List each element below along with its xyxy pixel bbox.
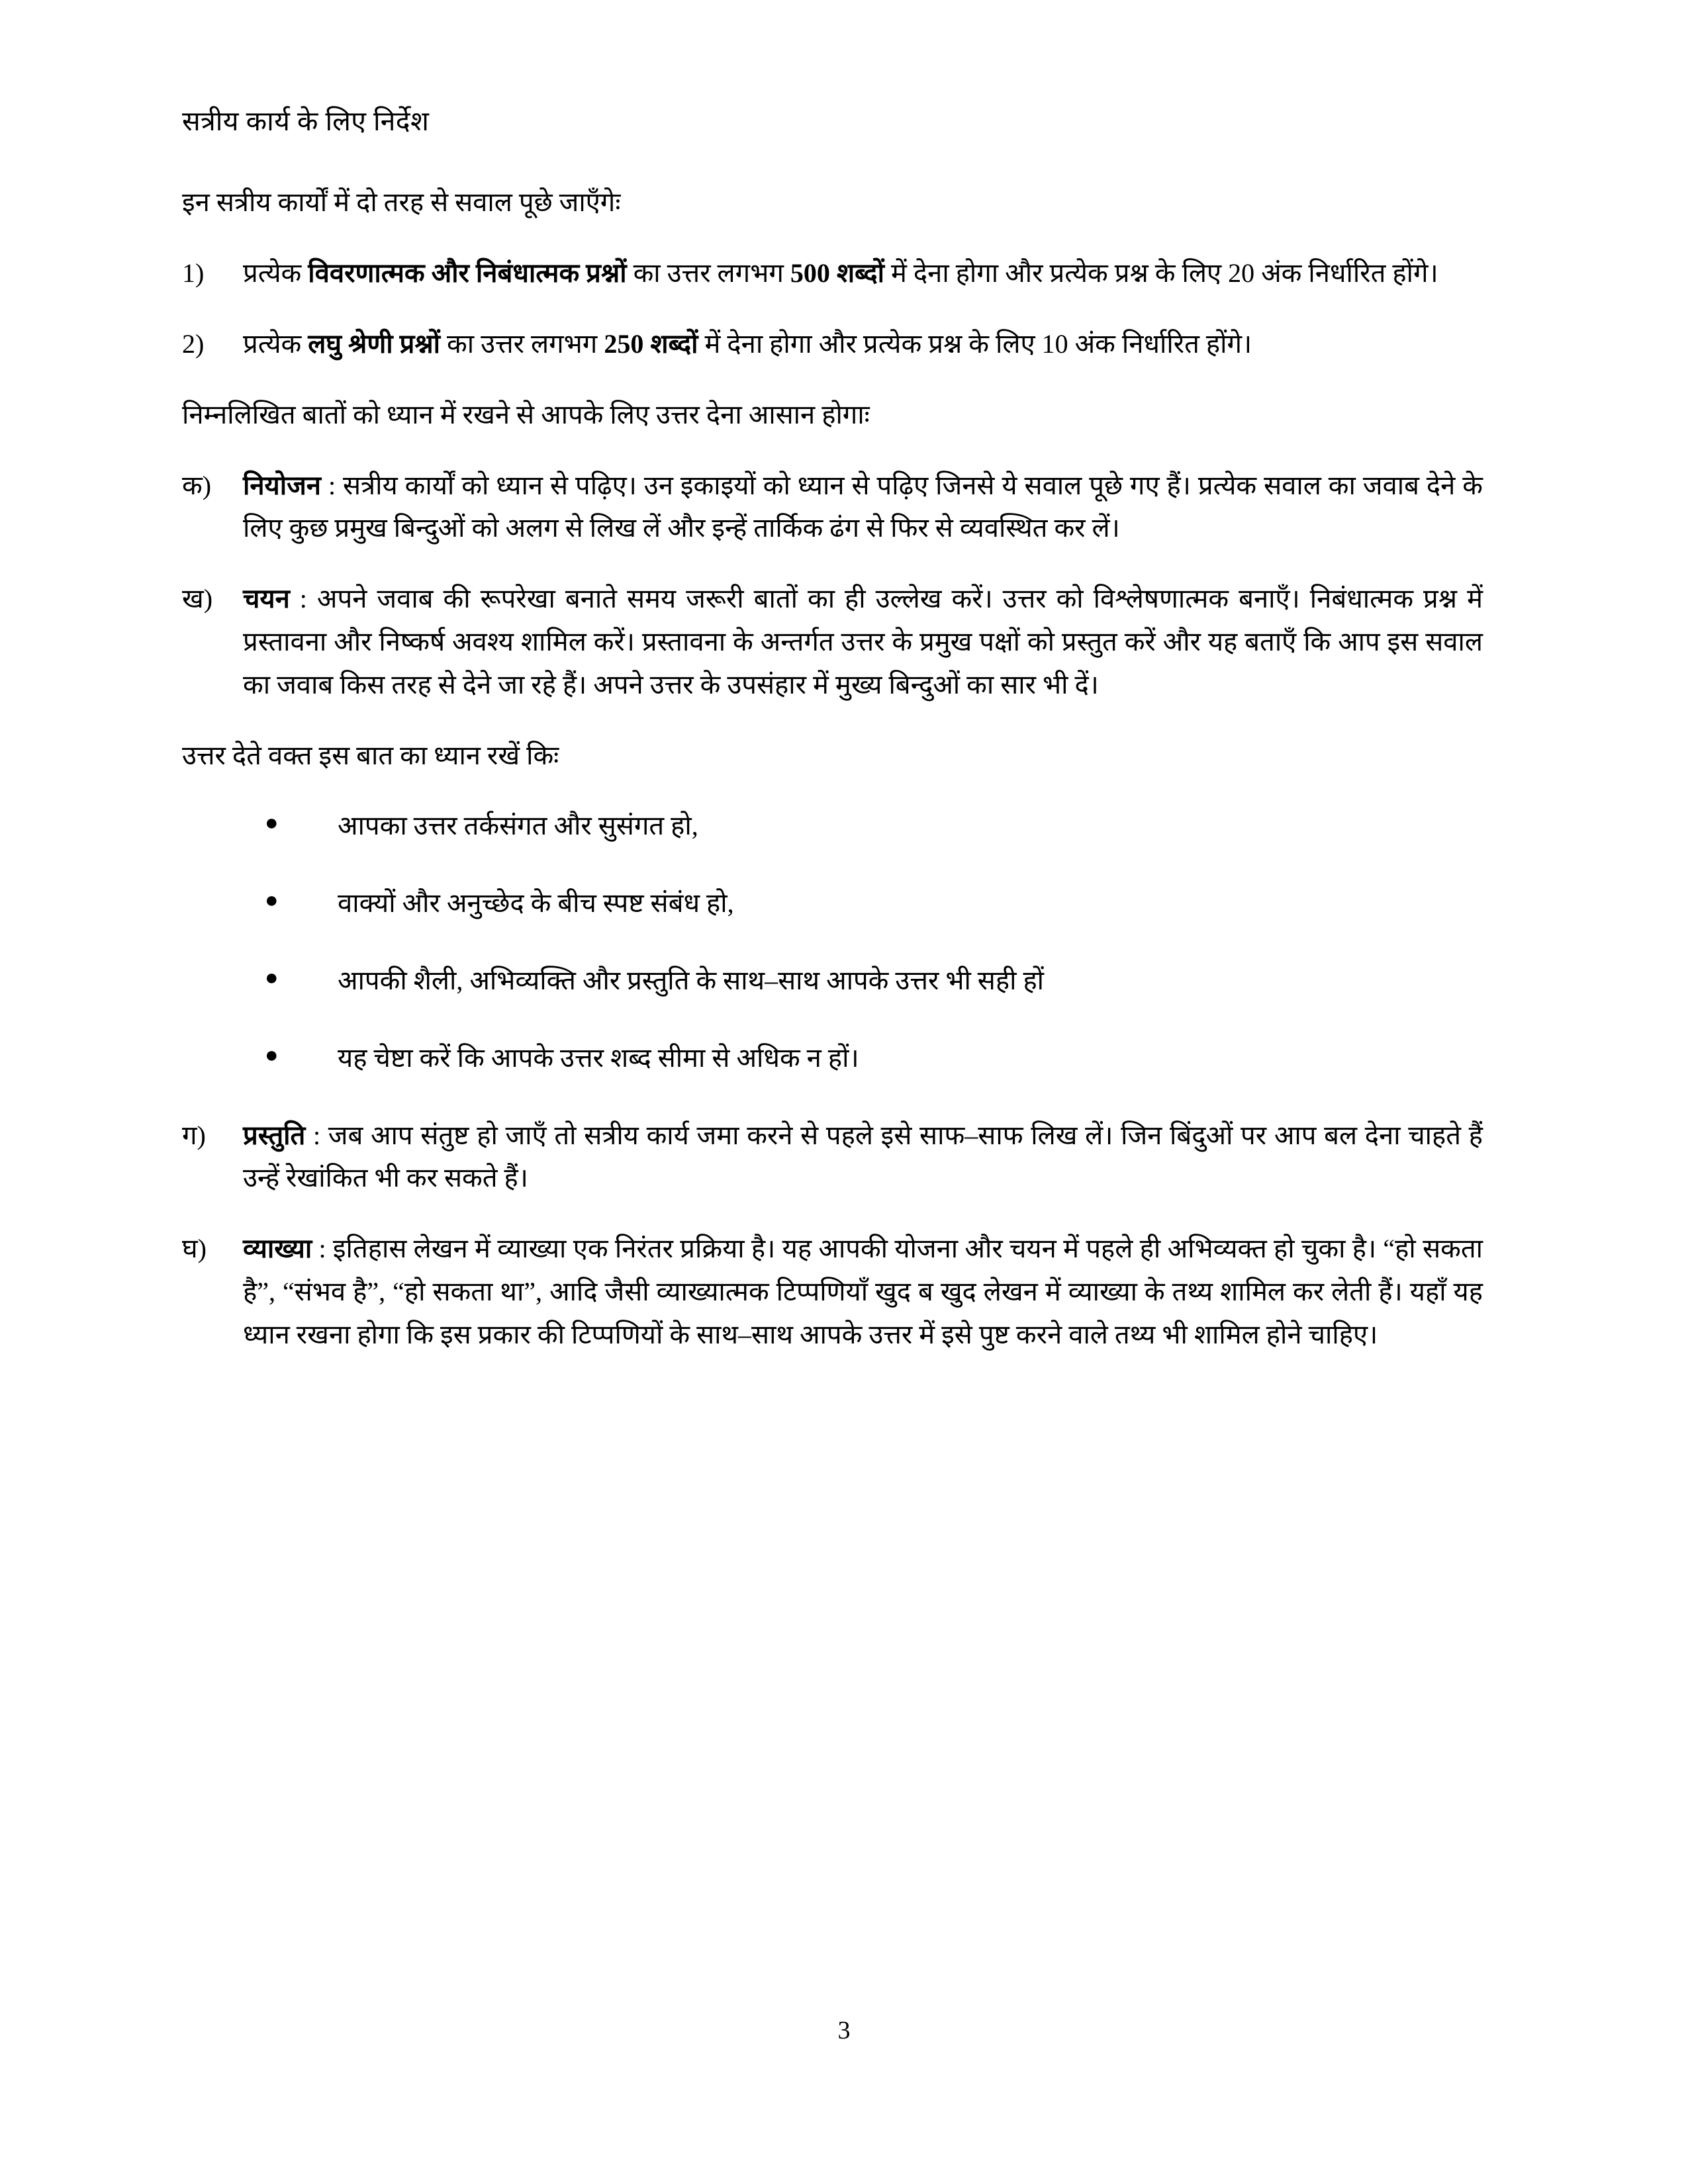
lettered-item-ka-marker: क): [182, 470, 212, 500]
list-item-label: आपकी शैली, अभिव्यक्ति और प्रस्तुति के साथ–साथ आपके उत्तर भी सही हों: [338, 965, 1045, 995]
numbered-item-2-text-part2: का उत्तर लगभग: [440, 329, 604, 359]
numbered-item-1: [182, 252, 1483, 295]
lettered-item-kha-marker: ख): [182, 584, 213, 614]
lettered-item-gha-separator: :: [312, 1234, 333, 1264]
list-item-label: यह चेष्टा करें कि आपके उत्तर शब्द सीमा से अधिक न हों।: [338, 1042, 859, 1073]
list-item: [182, 882, 1483, 925]
lettered-item-gha-marker: घ): [182, 1234, 207, 1264]
numbered-item-2-bold-1: लघु श्रेणी प्रश्नों: [308, 329, 441, 359]
lettered-item-gha-body: इतिहास लेखन में व्याख्या एक निरंतर प्रक्रिया है। यह आपकी योजना और चयन में पहले ही अभिव्यक्त हो चुका है। “हो सकता है”, “संभव है”, “हो सकता था”, आदि जैसी व्याख्यात्मक टिप्पणियाँ खुद ब खुद लेखन में व्याख्या के तथ्य शामिल कर लेती हैं। यहाँ यह ध्यान रखना होगा कि इस प्रकार की टिप्पणियों के साथ–साथ आपके उत्तर में इसे पुष्ट करने वाले तथ्य भी शामिल होने चाहिए।: [243, 1234, 1483, 1349]
lettered-item-gha-text: [243, 1228, 1483, 1356]
numbered-item-1-text-part1: प्रत्येक: [243, 258, 308, 289]
lettered-item-kha-body: अपने जवाब की रूपरेखा बनाते समय जरूरी बातों का ही उल्लेख करें। उत्तर को विश्लेषणात्मक बनाएँ। निबंधात्मक प्रश्न में प्रस्तावना और निष्कर्ष अवश्य शामिल करें। प्रस्तावना के अन्तर्गत उत्तर के प्रमुख पक्षों को प्रस्तुत करें और यह बताएँ कि आप इस सवाल का जवाब किस तरह से देने जा रहे हैं। अपने उत्तर के उपसंहार में मुख्य बिन्दुओं का सार भी दें।: [243, 584, 1483, 700]
lettered-item-gha: [182, 1228, 1483, 1356]
numbered-item-2-text: [243, 323, 1483, 366]
lettered-item-kha-label: चयन: [243, 584, 290, 614]
numbered-item-2: [182, 323, 1483, 366]
numbered-item-1-marker: 1): [182, 258, 205, 289]
numbered-item-1-text-part3: में देना होगा और प्रत्येक प्रश्न के लिए 20 अंक निर्धारित होंगे।: [884, 258, 1438, 289]
numbered-item-1-bold-1: विवरणात्मक और निबंधात्मक प्रश्नों: [308, 258, 627, 289]
list-item: [182, 960, 1483, 1003]
numbered-item-2-text-part3: में देना होगा और प्रत्येक प्रश्न के लिए 10 अंक निर्धारित होंगे।: [698, 329, 1252, 359]
lettered-item-ga-label: प्रस्तुति: [243, 1120, 306, 1150]
lettered-item-ka: [182, 465, 1483, 551]
page-number: 3: [837, 2017, 851, 2044]
note-paragraph: निम्नलिखित बातों को ध्यान में रखने से आपके लिए उत्तर देना आसान होगाः: [182, 399, 870, 430]
bullet-dot-icon: ●: [265, 811, 279, 836]
page-title: सत्रीय कार्य के लिए निर्देश: [182, 106, 430, 136]
lettered-item-ga-marker: ग): [182, 1120, 206, 1150]
bullets-intro-paragraph: उत्तर देते वक्त इस बात का ध्यान रखें किः: [182, 740, 559, 770]
lettered-item-ka-text: [243, 465, 1483, 551]
numbered-item-1-text-part2: का उत्तर लगभग: [626, 258, 790, 289]
list-item-label: आपका उत्तर तर्कसंगत और सुसंगत हो,: [338, 811, 698, 841]
lettered-item-ka-separator: :: [321, 470, 344, 500]
lettered-item-ga-text: [243, 1115, 1483, 1201]
list-item: [182, 805, 1483, 848]
list-item: [182, 1037, 1483, 1080]
lettered-item-ga: [182, 1115, 1483, 1201]
list-item-label: वाक्यों और अनुच्छेद के बीच स्पष्ट संबंध हो,: [338, 888, 734, 919]
lettered-item-ka-body: सत्रीय कार्यों को ध्यान से पढ़िए। उन इकाइयों को ध्यान से पढ़िए जिनसे ये सवाल पूछे गए हैं। प्रत्येक सवाल का जवाब देने के लिए कुछ प्रमुख बिन्दुओं को अलग से लिख लें और इन्हें तार्किक ढंग से फिर से व्यवस्थित कर लें।: [243, 470, 1483, 543]
lettered-item-ga-separator: :: [305, 1120, 328, 1150]
lettered-item-ga-body: जब आप संतुष्ट हो जाएँ तो सत्रीय कार्य जमा करने से पहले इसे साफ–साफ लिख लें। जिन बिंदुओं पर आप बल देना चाहते हैं उन्हें रेखांकित भी कर सकते हैं।: [243, 1120, 1483, 1193]
lettered-item-ka-label: नियोजन: [243, 470, 321, 500]
numbered-item-2-bold-2: 250 शब्दों: [604, 329, 698, 359]
numbered-item-1-bold-2: 500 शब्दों: [790, 258, 884, 289]
lettered-item-kha: [182, 578, 1483, 706]
bullet-dot-icon: ●: [265, 1042, 279, 1068]
lettered-item-kha-separator: :: [289, 584, 317, 614]
document-body: [182, 99, 1483, 1357]
numbered-item-2-text-part1: प्रत्येक: [243, 329, 308, 359]
numbered-item-2-marker: 2): [182, 329, 205, 359]
lettered-item-kha-text: [243, 578, 1483, 706]
bullet-dot-icon: ●: [265, 888, 279, 913]
intro-paragraph: इन सत्रीय कार्यों में दो तरह से सवाल पूछे जाएँगेः: [182, 187, 621, 218]
bullet-dot-icon: ●: [265, 965, 279, 990]
numbered-item-1-text: [243, 252, 1483, 295]
bullet-list: [182, 805, 1483, 1079]
lettered-item-gha-label: व्याख्या: [243, 1234, 312, 1264]
